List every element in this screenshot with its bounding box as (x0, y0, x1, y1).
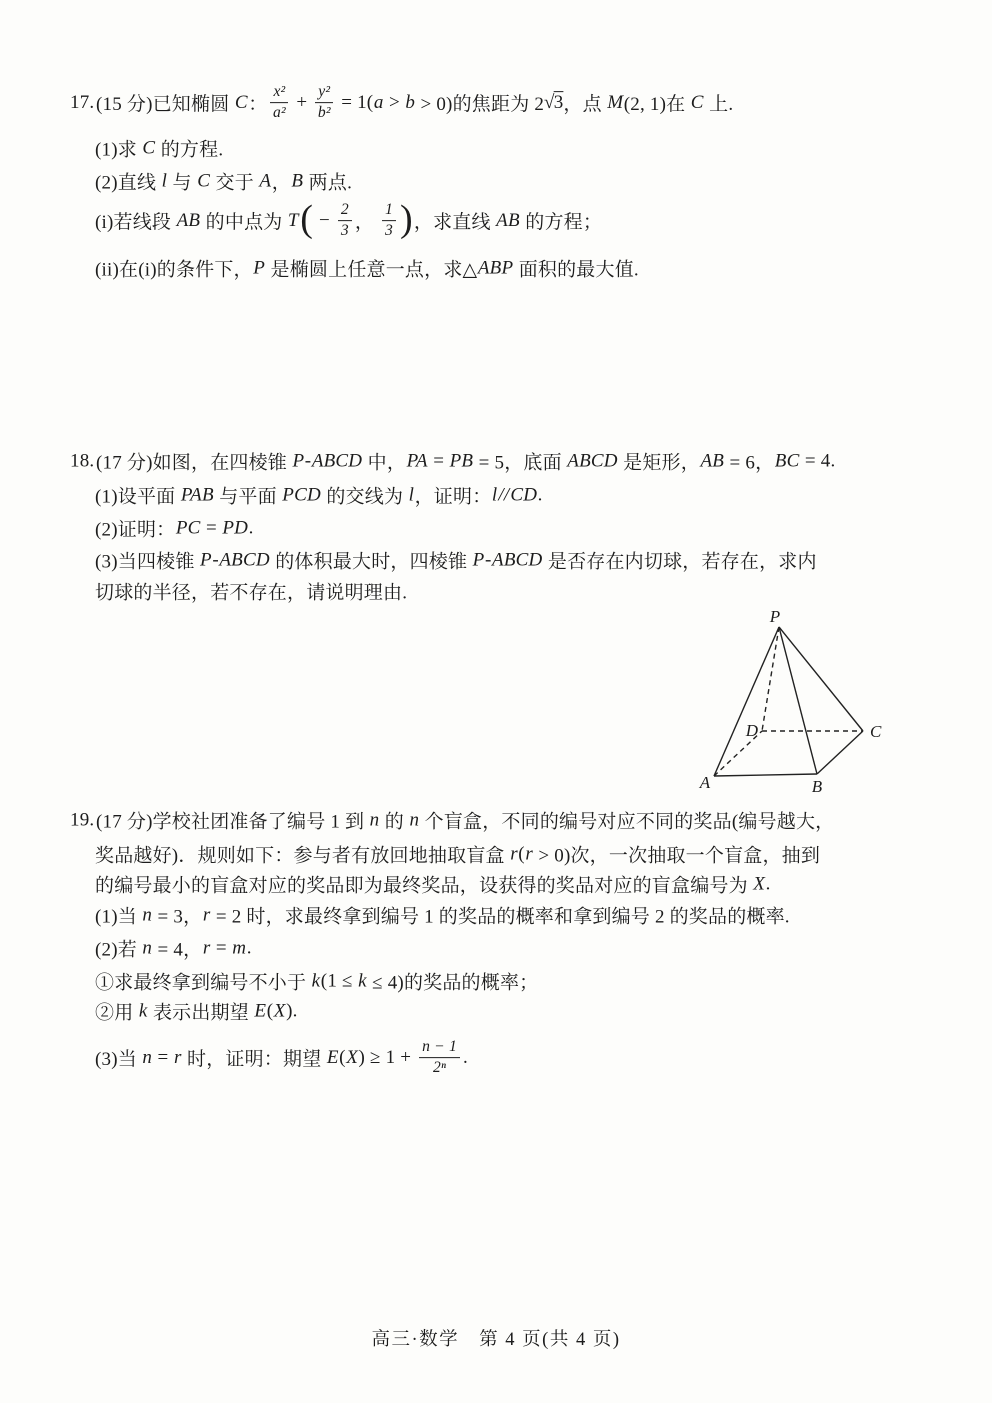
math-variable: n (142, 904, 153, 925)
fraction-denominator: 3 (385, 222, 394, 240)
fraction-denominator: b² (317, 104, 331, 122)
text-run: ，证明： (414, 486, 492, 508)
fraction (419, 1038, 460, 1078)
edge-pc (779, 627, 863, 731)
math-variable: ABP (477, 257, 514, 278)
problem-18-part-3 (95, 547, 817, 574)
text-run: 个盲盒，不同的编号对应不同的奖品(编号越大， (419, 811, 835, 833)
text-run: . (537, 484, 543, 505)
problem-17-part-2ii-text (95, 255, 639, 282)
text-run: 是否存在内切球，若存在，求内 (542, 551, 817, 573)
text-run: (15 分)已知椭圆 (96, 94, 235, 116)
math-variable: k (311, 970, 321, 991)
text-run: = 4， (152, 939, 203, 961)
text-run: . (248, 517, 254, 538)
text-run: ) ≥ 1 + (358, 1047, 417, 1068)
text-run: 两点. (303, 172, 353, 194)
math-variable: // (498, 484, 510, 505)
math-variable: ABCD (219, 549, 270, 570)
problem-19-part-1 (95, 902, 790, 929)
page-footer: 高三·数学 第 4 页(共 4 页) (371, 1330, 621, 1350)
text-run: 是矩形， (618, 452, 700, 474)
fraction-denominator: 2ⁿ (432, 1059, 447, 1077)
edge-pa (714, 627, 779, 776)
problem-18-part-3-text (95, 547, 817, 574)
math-variable: l (408, 484, 415, 505)
text-run: ， (354, 212, 380, 234)
text-run: = 1( (336, 92, 374, 113)
math-variable: l (491, 484, 498, 505)
text-run: 奖品越好)．规则如下：参与者有放回地抽取盲盒 (95, 845, 510, 867)
text-run: ②用 (95, 1002, 139, 1024)
text-run: 时，证明：期望 (182, 1049, 327, 1071)
text-run: = 2 时，求最终拿到编号 1 的奖品的概率和拿到编号 2 的奖品的概率. (210, 906, 790, 928)
problem-18-part-2-text (95, 515, 254, 542)
math-variable: PCD (282, 484, 321, 505)
math-variable: C (142, 137, 156, 158)
text-run: . (462, 1047, 468, 1068)
problem-17-part-2i-text (95, 198, 603, 241)
text-run: (17 分)如图，在四棱锥 (96, 452, 292, 474)
text-run: - (484, 549, 492, 570)
big-parenthesis: ) (400, 198, 413, 240)
text-run: > 0)次，一次抽取一个盲盒，抽到 (533, 845, 821, 867)
math-variable: n (409, 809, 420, 830)
text-run: = 4. (799, 450, 836, 471)
problem-19-number: 19. (70, 809, 95, 830)
edge-pd-hidden (762, 627, 779, 731)
problem-19-part-2-sub-1 (95, 968, 538, 995)
text-run: = (201, 517, 222, 538)
math-variable: BC (774, 450, 800, 471)
problem-19-part-2 (95, 935, 252, 962)
problem-17-part-1-text (95, 135, 223, 162)
text-run: 的方程. (155, 139, 224, 161)
text-run: (3)当 (95, 1049, 142, 1071)
text-run: (ii)在(i)的条件下， (95, 259, 253, 281)
fraction-numerator: y² (315, 83, 333, 103)
text-run: ( (266, 1000, 274, 1021)
problem-19-statement-line-3 (95, 871, 771, 898)
fraction-numerator: n − 1 (419, 1038, 460, 1058)
text-run: 中， (362, 452, 407, 474)
problem-19-statement-line-3-text (95, 871, 771, 898)
text-run: ( (518, 843, 525, 864)
text-run: 的方程； (520, 212, 603, 234)
text-run: = 3， (152, 906, 203, 928)
problem-19-statement-line-2-text (95, 841, 820, 868)
vertex-label-a: A (699, 773, 711, 792)
text-run: 的 (379, 811, 409, 833)
radicand: 3 (553, 92, 564, 113)
text-run: ， (271, 172, 291, 194)
problem-19-header-line (70, 807, 834, 834)
math-variable: n (369, 809, 380, 830)
math-variable: b (405, 92, 416, 113)
text-run: ，点 (563, 94, 607, 116)
fraction-numerator: 2 (338, 201, 352, 221)
math-variable: PAB (180, 484, 214, 505)
problem-19-statement-line-2 (95, 841, 820, 868)
math-variable: PB (449, 450, 474, 471)
text-run: = 5，底面 (473, 452, 567, 474)
math-variable: ABCD (492, 549, 543, 570)
fraction-denominator: a² (273, 104, 286, 122)
math-variable: ABCD (567, 450, 618, 471)
problem-19-part-3-text (95, 1038, 468, 1078)
math-variable: E (326, 1047, 339, 1068)
math-variable: P (200, 549, 212, 570)
pyramid-figure (690, 605, 890, 800)
text-run: ①求最终拿到编号不小于 (95, 972, 312, 994)
text-run: 交于 (210, 172, 259, 194)
problem-17-part-1 (95, 135, 223, 162)
math-variable: m (232, 937, 247, 958)
math-variable: r (173, 1047, 182, 1068)
text-run: 上. (704, 94, 734, 116)
problem-18-part-3-continuation (95, 578, 407, 605)
math-variable: X (753, 873, 766, 894)
text-run: (i)若线段 (95, 212, 177, 234)
math-variable: r (202, 904, 211, 925)
math-variable: AB (176, 210, 201, 231)
math-variable: r (202, 937, 211, 958)
text-run: 与平面 (214, 486, 282, 508)
text-run: ( (339, 1047, 346, 1068)
fraction (270, 83, 288, 123)
text-run: (1 ≤ (320, 970, 358, 991)
big-parenthesis: ( (300, 198, 314, 240)
text-run: 的交线为 (321, 486, 409, 508)
text-run: (1)求 (95, 139, 142, 161)
math-variable: X (346, 1047, 359, 1068)
math-variable: k (358, 970, 367, 991)
fraction (338, 201, 352, 241)
problem-18-header-line (70, 448, 835, 475)
math-variable: E (254, 1000, 267, 1021)
text-run: 是椭圆上任意一点，求△ (265, 259, 478, 281)
problem-19-part-2-text (95, 935, 252, 962)
text-run: (1)当 (95, 906, 142, 928)
text-run: = 6， (724, 452, 775, 474)
text-run: (2)直线 (95, 172, 162, 194)
math-variable: PD (222, 517, 249, 538)
math-variable: n (142, 1047, 153, 1068)
vertex-label-b: B (811, 777, 823, 796)
radical-sign: √ (544, 92, 555, 113)
fraction-numerator: x² (270, 83, 288, 103)
vertex-label-p: P (769, 607, 781, 626)
problem-17-part-2i (95, 198, 603, 241)
vertex-label-d: D (745, 721, 758, 740)
math-variable: ABCD (311, 450, 363, 471)
vertex-label-c: C (870, 722, 882, 741)
text-run: + (291, 92, 313, 113)
text-run: - (304, 450, 312, 471)
math-variable: C (690, 92, 704, 113)
text-run: 表示出期望 (148, 1002, 254, 1024)
fraction (315, 83, 333, 123)
math-variable: l (161, 170, 168, 191)
problem-18-part-3-continuation-text (95, 578, 407, 605)
math-variable: A (259, 170, 272, 191)
problem-19-part-2-sub-1-text (95, 968, 538, 995)
edge-pb (779, 627, 817, 774)
math-variable: PA (406, 450, 428, 471)
text-run: (1)设平面 (95, 486, 181, 508)
math-variable: X (273, 1000, 286, 1021)
text-run: ). (286, 1000, 298, 1021)
edge-bc (817, 731, 863, 774)
problem-19-statement (96, 807, 834, 834)
text-run: > (384, 92, 405, 113)
text-run: (2)若 (95, 939, 142, 961)
math-variable: AB (496, 210, 520, 231)
problem-19-part-1-text (95, 902, 790, 929)
math-variable: T (287, 210, 299, 231)
math-variable: P (253, 257, 266, 278)
fraction (382, 201, 396, 241)
fraction-numerator: 1 (382, 201, 396, 221)
text-run: (17 分)学校社团准备了编号 1 到 (96, 811, 370, 833)
math-variable: C (234, 92, 248, 113)
problem-19-part-3 (95, 1038, 468, 1078)
text-run: ： (248, 94, 268, 116)
problem-18-part-1 (95, 482, 543, 509)
text-run: ，求直线 (413, 212, 496, 234)
problem-19-part-2-sub-2 (95, 998, 298, 1025)
problem-18-statement (96, 448, 835, 475)
text-run: = (210, 937, 232, 958)
math-variable: P (292, 450, 305, 471)
problem-18-part-2 (95, 515, 254, 542)
text-run: - (212, 549, 219, 570)
math-variable: M (607, 92, 624, 113)
text-run: (2, 1)在 (623, 94, 691, 116)
text-run: (2)证明： (95, 519, 176, 541)
text-run: 面积的最大值. (513, 259, 639, 281)
problem-17-header-line (70, 83, 733, 123)
problem-18-number: 18. (70, 450, 95, 471)
math-variable: r (510, 843, 518, 864)
text-run: 的编号最小的盲盒对应的奖品即为最终奖品，设获得的奖品对应的盲盒编号为 (95, 875, 753, 897)
math-variable: a (373, 92, 384, 113)
text-run: = (152, 1047, 174, 1068)
math-variable: PC (175, 517, 201, 538)
problem-17-number: 17. (70, 92, 95, 113)
text-run: 切球的半径，若不存在，请说明理由. (95, 582, 408, 604)
problem-19-part-2-sub-2-text (95, 998, 298, 1025)
text-run: = (428, 450, 450, 471)
edge-ab (714, 774, 817, 776)
text-run: > 0)的焦距为 2 (415, 94, 545, 116)
math-variable: k (138, 1000, 148, 1021)
sqrt-expression (544, 92, 563, 114)
text-run: (3)当四棱锥 (95, 551, 200, 573)
problem-17-part-2 (95, 168, 352, 195)
math-variable: CD (510, 484, 538, 505)
text-run: 与 (167, 172, 197, 194)
text-run: 的体积最大时，四棱锥 (270, 551, 473, 573)
text-run: − (314, 210, 335, 231)
math-variable: r (525, 843, 533, 864)
math-variable: n (142, 937, 153, 958)
text-run: . (765, 873, 771, 894)
problem-17-part-2ii (95, 255, 639, 282)
problem-17-statement (96, 83, 733, 123)
math-variable: P (472, 549, 485, 570)
fraction-denominator: 3 (340, 222, 349, 240)
text-run: ≤ 4)的奖品的概率； (367, 972, 539, 994)
math-variable: C (197, 170, 211, 191)
math-variable: AB (700, 450, 725, 471)
text-run: . (246, 937, 252, 958)
problem-17-part-2-text (95, 168, 352, 195)
text-run: 的中点为 (200, 212, 288, 234)
problem-18-part-1-text (95, 482, 543, 509)
math-variable: B (291, 170, 304, 191)
